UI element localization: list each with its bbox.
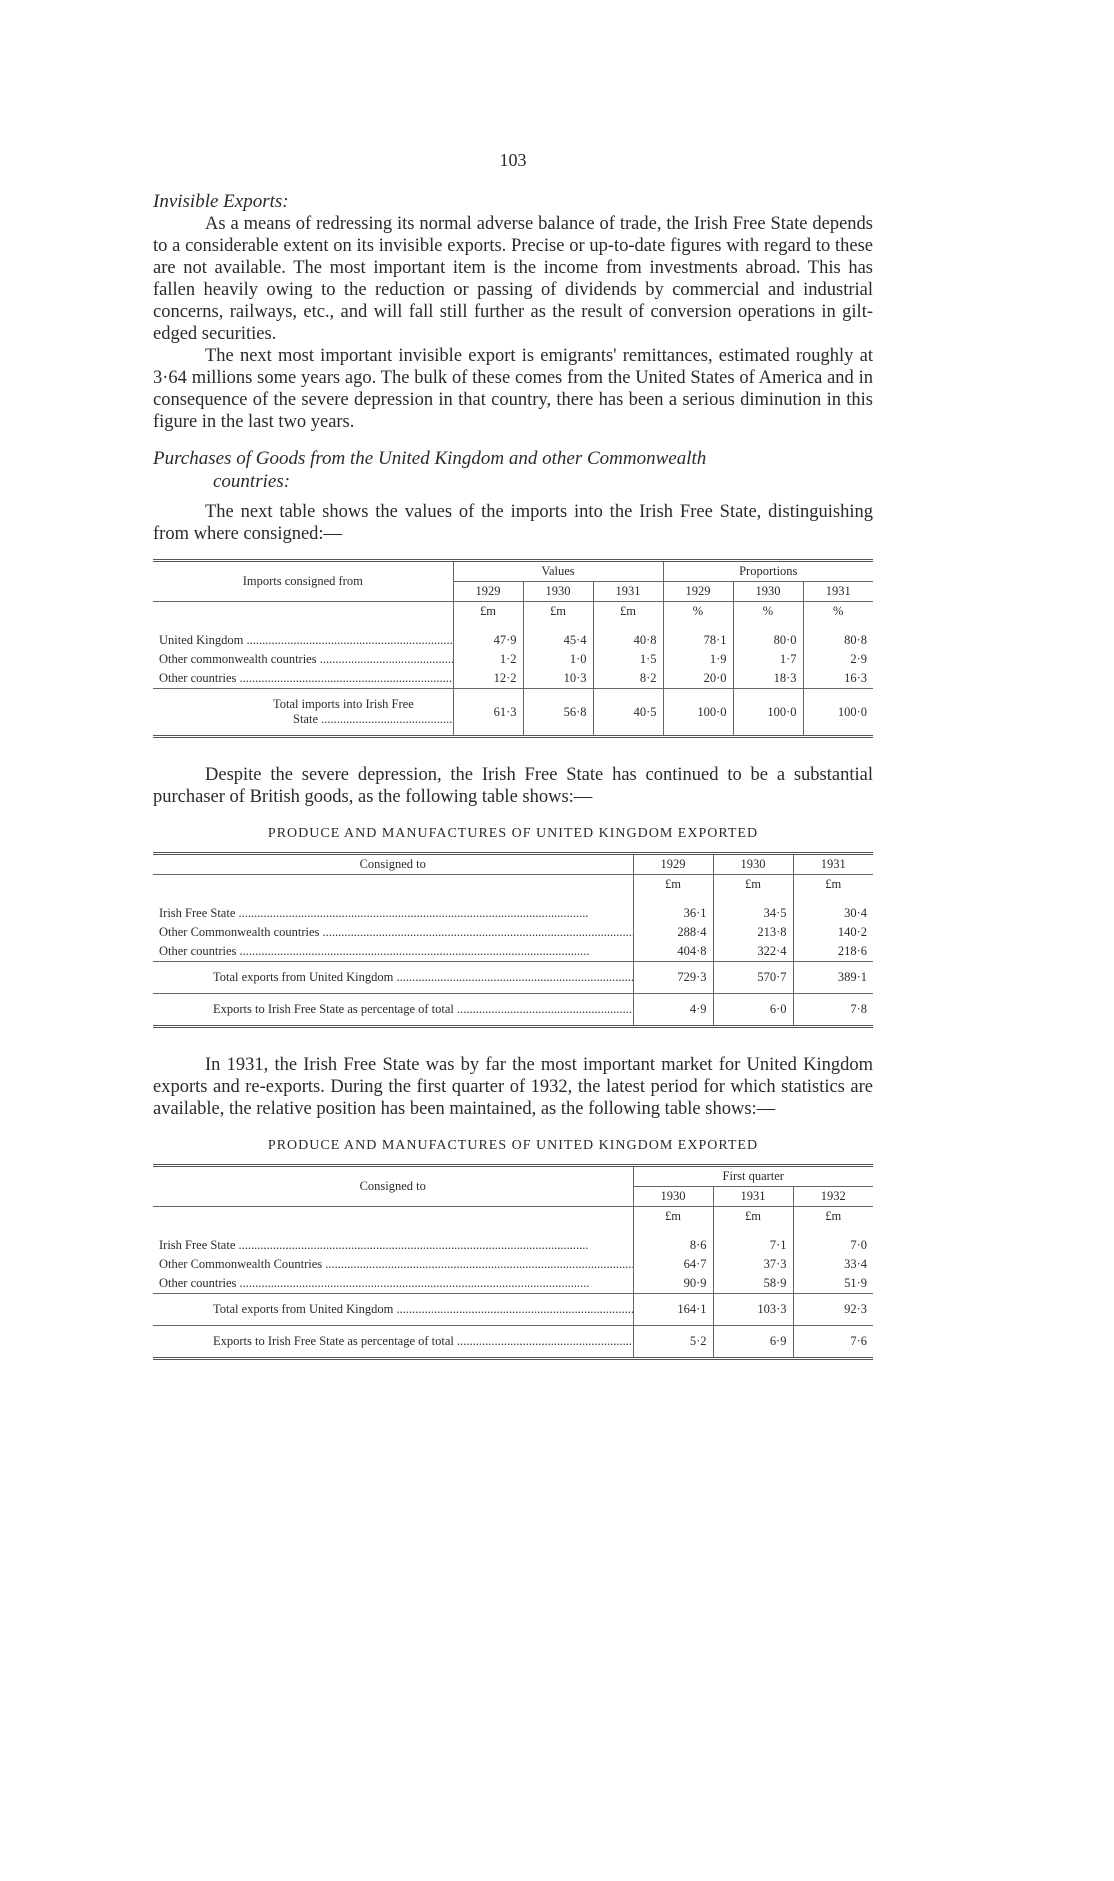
cell-value: 92·3 xyxy=(793,1294,873,1326)
cell-value: 6·0 xyxy=(713,994,793,1026)
imports-row-header: Imports consigned from xyxy=(153,562,453,602)
consigned-to-header: Consigned to xyxy=(153,855,633,875)
cell-value: 1·2 xyxy=(453,650,523,669)
cell-value: 7·1 xyxy=(713,1236,793,1255)
cell-value: 40·8 xyxy=(593,631,663,650)
cell-value: 18·3 xyxy=(733,669,803,689)
unit-label: £m xyxy=(793,875,873,895)
cell-value: 90·9 xyxy=(633,1274,713,1294)
values-year-header: 1930 xyxy=(523,582,593,602)
year-header: 1931 xyxy=(793,855,873,875)
values-group-header: Values xyxy=(453,562,663,582)
total-label: Total exports from United Kingdom ..... xyxy=(213,970,633,984)
cell-value: 5·2 xyxy=(633,1326,713,1358)
row-label: Other Commonwealth Countries ..... xyxy=(159,1257,633,1271)
document-page xyxy=(153,150,873,1360)
paragraph-imports-intro: The next table shows the values of the imports into the Irish Free State, distinguishing from where consigned:— xyxy=(153,502,873,544)
row-label: Irish Free State ..... xyxy=(159,1238,589,1252)
cell-value: 34·5 xyxy=(713,904,793,923)
cell-value: 2·9 xyxy=(803,650,873,669)
cell-value: 61·3 xyxy=(453,689,523,736)
table2-caption: PRODUCE AND MANUFACTURES OF UNITED KINGDOM EXPORTED xyxy=(267,826,759,841)
table-row xyxy=(153,650,873,669)
cell-value: 1·5 xyxy=(593,650,663,669)
heading-purchases-line2: countries: xyxy=(213,471,291,492)
uk-exports-table xyxy=(153,852,873,1028)
year-header: 1929 xyxy=(633,855,713,875)
cell-value: 322·4 xyxy=(713,942,793,962)
unit-label: £m xyxy=(593,602,663,622)
cell-value: 7·6 xyxy=(793,1326,873,1358)
year-header: 1930 xyxy=(713,855,793,875)
table-row xyxy=(153,1236,873,1255)
percentage-label: Exports to Irish Free State as percentage of total ..... xyxy=(213,1002,633,1016)
table-row xyxy=(153,904,873,923)
row-label: Other countries ..... xyxy=(159,944,590,958)
cell-value: 8·2 xyxy=(593,669,663,689)
first-quarter-header: First quarter xyxy=(633,1167,873,1187)
cell-value: 100·0 xyxy=(663,689,733,736)
consigned-to-header: Consigned to xyxy=(153,1167,633,1207)
heading-purchases-line1: Purchases of Goods from the United Kingdom and other Commonwealth xyxy=(153,448,707,469)
cell-value: 570·7 xyxy=(713,962,793,994)
unit-label: £m xyxy=(453,602,523,622)
cell-value: 103·3 xyxy=(713,1294,793,1326)
unit-label: % xyxy=(803,602,873,622)
cell-value: 100·0 xyxy=(803,689,873,736)
year-header: 1930 xyxy=(633,1187,713,1207)
cell-value: 7·8 xyxy=(793,994,873,1026)
proportions-year-header: 1929 xyxy=(663,582,733,602)
cell-value: 64·7 xyxy=(633,1255,713,1274)
cell-value: 12·2 xyxy=(453,669,523,689)
cell-value: 218·6 xyxy=(793,942,873,962)
percentage-label: Exports to Irish Free State as percentage of total ..... xyxy=(213,1334,633,1348)
table-row xyxy=(153,1274,873,1294)
table-row xyxy=(153,1255,873,1274)
cell-value: 288·4 xyxy=(633,923,713,942)
percentage-row xyxy=(153,1326,873,1358)
paragraph-invisible-exports-1: As a means of redressing its normal adverse balance of trade, the Irish Free State depends to a considerable extent on its invisible exports. Precise or up-to-date figures with regard to these are not available. The most important item is the income from investments abroad. This has fallen heavily owing to the reduction or passing of dividends by commercial and industrial concerns, railways, etc., and will fall still further as the result of conversion operations in gilt-edged securities. xyxy=(153,214,873,344)
paragraph-british-goods: Despite the severe depression, the Irish Free State has continued to be a substantial purchaser of British goods, as the following table shows:— xyxy=(153,765,873,807)
cell-value: 56·8 xyxy=(523,689,593,736)
values-year-header: 1929 xyxy=(453,582,523,602)
row-label: Other Commonwealth countries ..... xyxy=(159,925,633,939)
cell-value: 1·0 xyxy=(523,650,593,669)
unit-label: £m xyxy=(523,602,593,622)
table-row xyxy=(153,923,873,942)
cell-value: 37·3 xyxy=(713,1255,793,1274)
proportions-group-header: Proportions xyxy=(663,562,873,582)
total-label-line1: Total imports into Irish Free xyxy=(273,697,414,711)
year-header: 1931 xyxy=(713,1187,793,1207)
heading-invisible-exports: Invisible Exports: xyxy=(153,191,289,212)
cell-value: 47·9 xyxy=(453,631,523,650)
cell-value: 7·0 xyxy=(793,1236,873,1255)
cell-value: 80·8 xyxy=(803,631,873,650)
unit-label: % xyxy=(733,602,803,622)
cell-value: 78·1 xyxy=(663,631,733,650)
cell-value: 1·9 xyxy=(663,650,733,669)
total-row xyxy=(153,962,873,994)
unit-label: £m xyxy=(633,1207,713,1227)
paragraph-invisible-exports-2: The next most important invisible export is emigrants' remittances, estimated roughly at 3·64 millions some years ago. The bulk of these comes from the United States of America and in consequence of the severe depression in that country, there has been a serious diminution in this figure in the last two years. xyxy=(153,346,873,432)
cell-value: 1·7 xyxy=(733,650,803,669)
cell-value: 4·9 xyxy=(633,994,713,1026)
row-label: United Kingdom ..... xyxy=(159,633,453,647)
cell-value: 58·9 xyxy=(713,1274,793,1294)
cell-value: 30·4 xyxy=(793,904,873,923)
cell-value: 36·1 xyxy=(633,904,713,923)
table-row xyxy=(153,669,873,689)
cell-value: 16·3 xyxy=(803,669,873,689)
cell-value: 6·9 xyxy=(713,1326,793,1358)
total-label-line2: State ..... xyxy=(273,712,447,727)
row-label: Other countries ..... xyxy=(159,1276,590,1290)
unit-label: £m xyxy=(713,875,793,895)
cell-value: 20·0 xyxy=(663,669,733,689)
values-year-header: 1931 xyxy=(593,582,663,602)
cell-value: 389·1 xyxy=(793,962,873,994)
cell-value: 80·0 xyxy=(733,631,803,650)
total-label: Total exports from United Kingdom ..... xyxy=(213,1302,633,1316)
row-label: Other commonwealth countries ..... xyxy=(159,652,453,666)
cell-value: 8·6 xyxy=(633,1236,713,1255)
paragraph-1931-market: In 1931, the Irish Free State was by far the most important market for United Kingdom exports and re-exports. During the first quarter of 1932, the latest period for which statistics are available, the relative position has been maintained, as the following table shows:— xyxy=(153,1055,873,1119)
year-header: 1932 xyxy=(793,1187,873,1207)
unit-label: £m xyxy=(793,1207,873,1227)
unit-label: £m xyxy=(633,875,713,895)
table-row xyxy=(153,942,873,962)
table3-caption: PRODUCE AND MANUFACTURES OF UNITED KINGDOM EXPORTED xyxy=(267,1138,759,1153)
cell-value: 45·4 xyxy=(523,631,593,650)
total-row xyxy=(153,689,873,736)
imports-table xyxy=(153,559,873,738)
table-row xyxy=(153,631,873,650)
cell-value: 100·0 xyxy=(733,689,803,736)
cell-value: 140·2 xyxy=(793,923,873,942)
cell-value: 729·3 xyxy=(633,962,713,994)
row-label: Other countries ..... xyxy=(159,671,453,685)
proportions-year-header: 1930 xyxy=(733,582,803,602)
percentage-row xyxy=(153,994,873,1026)
cell-value: 10·3 xyxy=(523,669,593,689)
page-number: 103 xyxy=(499,150,527,170)
total-row xyxy=(153,1294,873,1326)
first-quarter-table xyxy=(153,1164,873,1360)
heading-purchases xyxy=(153,447,873,493)
cell-value: 404·8 xyxy=(633,942,713,962)
unit-label: % xyxy=(663,602,733,622)
cell-value: 33·4 xyxy=(793,1255,873,1274)
proportions-year-header: 1931 xyxy=(803,582,873,602)
cell-value: 40·5 xyxy=(593,689,663,736)
cell-value: 213·8 xyxy=(713,923,793,942)
cell-value: 164·1 xyxy=(633,1294,713,1326)
unit-label: £m xyxy=(713,1207,793,1227)
row-label: Irish Free State ..... xyxy=(159,906,589,920)
cell-value: 51·9 xyxy=(793,1274,873,1294)
